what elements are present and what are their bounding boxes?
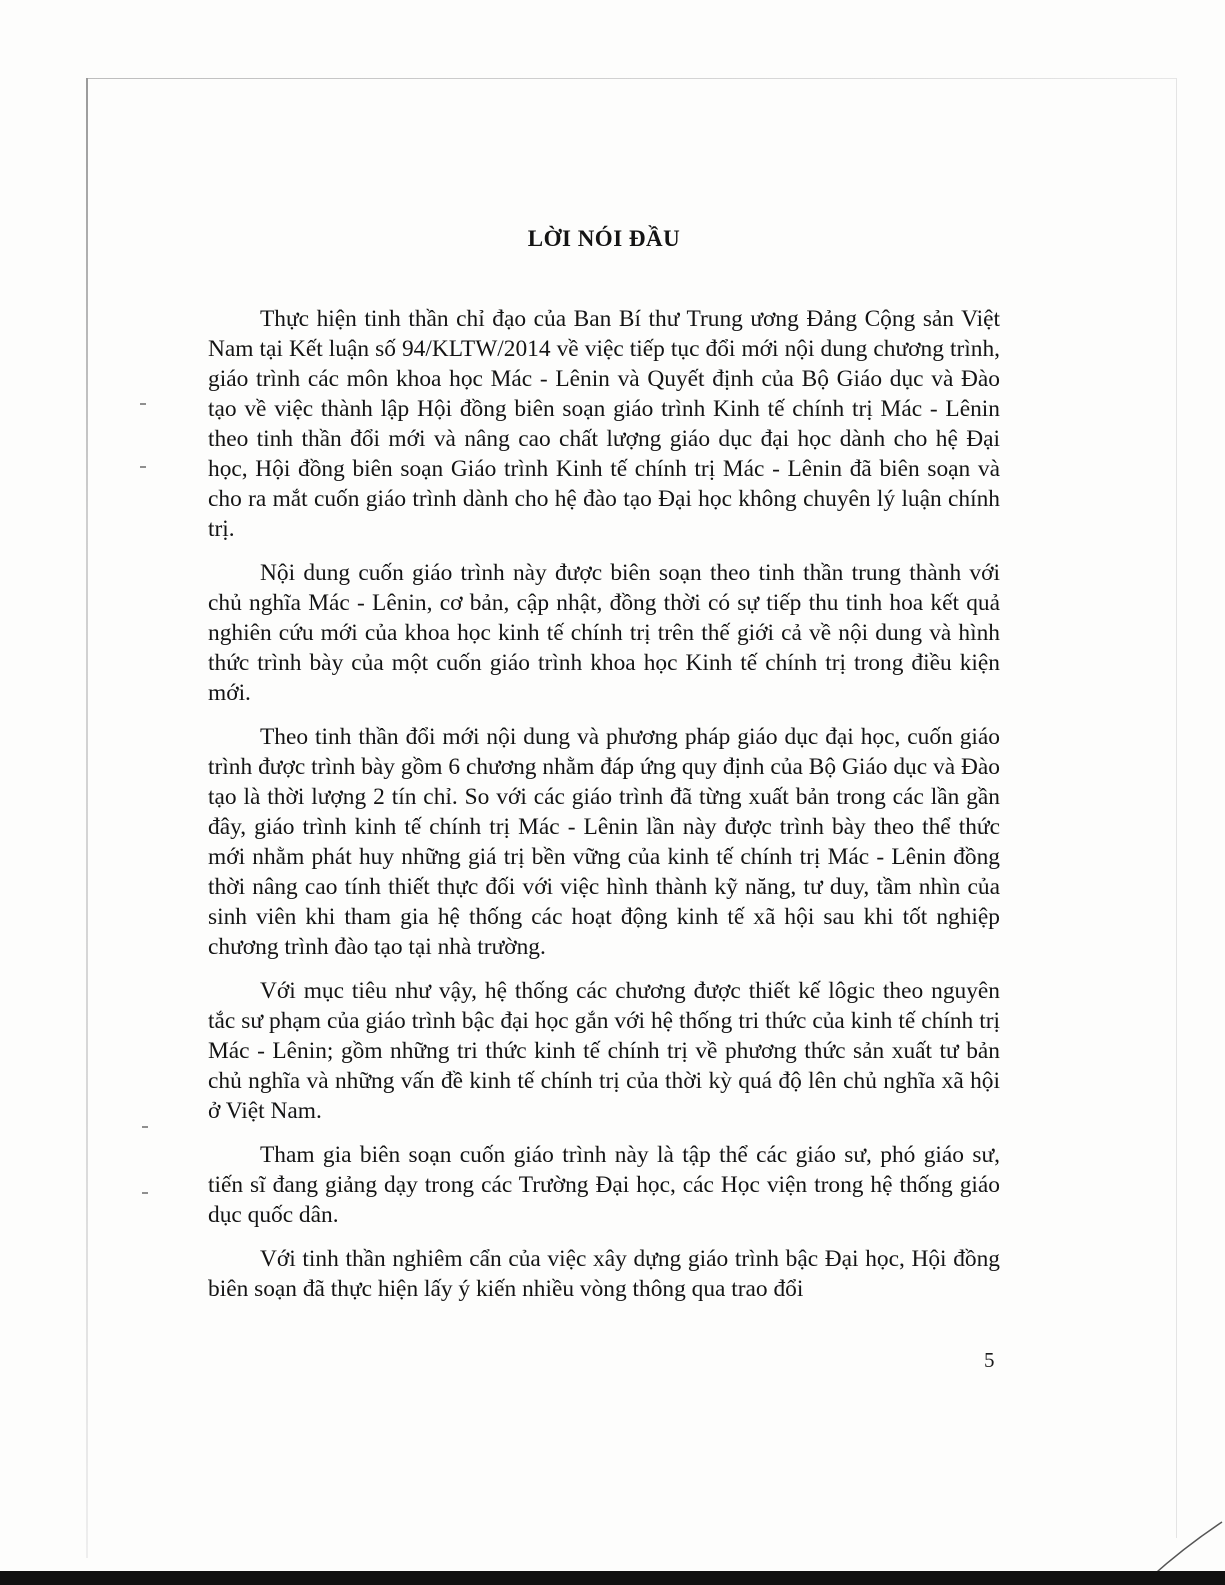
paragraph-2: Nội dung cuốn giáo trình này được biên soạn theo tinh thần trung thành với chủ nghĩa Mác - Lênin, cơ bản, cập nhật, đồng thời có sự tiếp thu tinh hoa kết quả nghiên cứu mới của khoa học kinh tế chính trị trên thế giới cả về nội dung và hình thức trình bày của một cuốn giáo trình khoa học Kinh tế chính trị trong điều kiện mới. [208,560,1000,706]
scan-mark [142,1192,148,1194]
document-body [208,224,1000,1318]
scan-mark [142,1126,148,1128]
paragraph-3: Theo tinh thần đổi mới nội dung và phương pháp giáo dục đại học, cuốn giáo trình được trình bày gồm 6 chương nhằm đáp ứng quy định của Bộ Giáo dục và Đào tạo là thời lượng 2 tín chỉ. So với các giáo trình đã từng xuất bản trong các lần gần đây, giáo trình kinh tế chính trị Mác - Lênin lần này được trình bày theo thể thức mới nhằm phát huy những giá trị bền vững của kinh tế chính trị Mác - Lênin đồng thời nâng cao tính thiết thực đối với việc hình thành kỹ năng, tư duy, tầm nhìn của sinh viên khi tham gia hệ thống các hoạt động kinh tế xã hội sau khi tốt nghiệp chương trình đào tạo tại nhà trường. [208,724,1000,960]
scanner-border [0,1571,1225,1585]
scan-mark [140,403,146,405]
paragraph-1: Thực hiện tinh thần chỉ đạo của Ban Bí thư Trung ương Đảng Cộng sản Việt Nam tại Kết luận số 94/KLTW/2014 về việc tiếp tục đổi mới nội dung chương trình, giáo trình các môn khoa học Mác - Lênin và Quyết định của Bộ Giáo dục và Đào tạo về việc thành lập Hội đồng biên soạn giáo trình Kinh tế chính trị Mác - Lênin theo tinh thần đổi mới và nâng cao chất lượng giáo dục đại học dành cho hệ Đại học, Hội đồng biên soạn Giáo trình Kinh tế chính trị Mác - Lênin đã biên soạn và cho ra mắt cuốn giáo trình dành cho hệ đào tạo Đại học không chuyên lý luận chính trị. [208,306,1000,542]
paragraph-6: Với tinh thần nghiêm cẩn của việc xây dựng giáo trình bậc Đại học, Hội đồng biên soạn đã thực hiện lấy ý kiến nhiều vòng thông qua trao đổi [208,1246,1000,1302]
page-edge-top [86,78,1176,79]
paragraph-5: Tham gia biên soạn cuốn giáo trình này là tập thể các giáo sư, phó giáo sư, tiến sĩ đang giảng dạy trong các Trường Đại học, các Học viện trong hệ thống giáo dục quốc dân. [208,1142,1000,1228]
scan-mark [140,466,146,468]
page-title: LỜI NÓI ĐẦU [527,226,681,251]
page-edge-right [1176,78,1177,1538]
page-number: 5 [984,1348,995,1372]
paragraph-4: Với mục tiêu như vậy, hệ thống các chương được thiết kế lôgic theo nguyên tắc sư phạm của giáo trình bậc đại học gắn với hệ thống tri thức của kinh tế chính trị Mác - Lênin; gồm những tri thức kinh tế chính trị về phương thức sản xuất tư bản chủ nghĩa và những vấn đề kinh tế chính trị của thời kỳ quá độ lên chủ nghĩa xã hội ở Việt Nam. [208,978,1000,1124]
page-edge-left [86,78,88,1558]
